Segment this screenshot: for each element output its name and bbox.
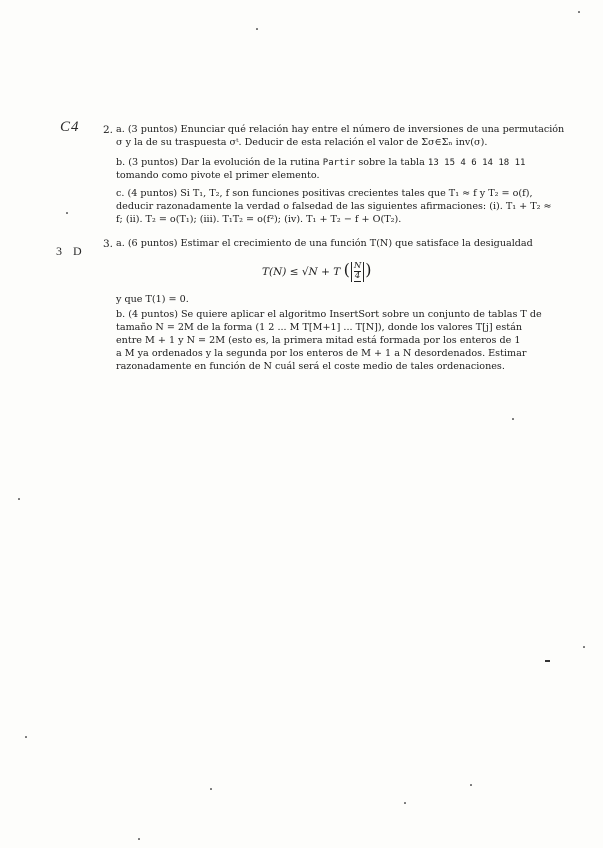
q3a-condition: y que T(1) = 0. (116, 294, 189, 305)
q2b-line-1 (116, 157, 525, 169)
q3a-recurrence-formula: T(N) ≤ √N + T ( $\frac{N}{4}$ ) (262, 260, 372, 281)
q2b-middle: sobre la tabla (355, 157, 428, 168)
q3b-line-3: entre M + 1 y N = 2M (esto es, la primera mitad está formada por los enteros de 1 (116, 335, 521, 346)
scan-speck (138, 838, 140, 840)
q2c-line-1: c. (4 puntos) Si T₁, T₂, f son funciones positivas crecientes tales que T₁ ≈ f y T₂ = o(f), (116, 188, 533, 199)
scan-mark (545, 660, 550, 662)
q3b-line-1: b. (4 puntos) Se quiere aplicar el algoritmo InsertSort sobre un conjunto de tablas T de (116, 309, 542, 320)
scan-speck (256, 28, 258, 30)
q2a-line-1: a. (3 puntos) Enunciar qué relación hay entre el número de inversiones de una permutación (116, 124, 565, 135)
formula-left: T(N) ≤ √N + T (262, 266, 341, 278)
scan-speck (578, 11, 580, 13)
question-3-number: 3. (103, 238, 114, 250)
q3b-line-4: a M ya ordenados y la segunda por los enteros de M + 1 a N desordenados. Estimar (116, 348, 527, 359)
margin-mark-q2: C4 (60, 119, 80, 135)
q2b-table-values: 13 15 4 6 14 18 11 (427, 158, 526, 168)
q2a-line-2: σ y la de su traspuesta σᵗ. Deducir de esta relación el valor de Σσ∈Σₙ inv(σ). (116, 137, 488, 148)
question-2-number: 2. (103, 124, 114, 136)
scan-speck (18, 498, 20, 500)
formula-denominator: 4 (354, 271, 361, 281)
margin-mark-q3: 3 D (56, 244, 86, 258)
formula-numerator: N (353, 261, 362, 271)
q2c-line-2: deducir razonadamente la verdad o falsedad de las siguientes afirmaciones: (i). T₁ + T₂ ≈ (116, 201, 552, 212)
scan-speck (66, 212, 68, 214)
q2b-line-2: tomando como pivote el primer elemento. (116, 170, 320, 181)
scan-speck (404, 802, 406, 804)
q3a-line-1: a. (6 puntos) Estimar el crecimiento de una función T(N) que satisface la desigualdad (116, 238, 533, 249)
q3b-line-2: tamaño N = 2M de la forma (1 2 ... M T[M+1] ... T[N]), donde los valores T[j] están (116, 322, 522, 333)
scan-speck (583, 646, 585, 648)
scan-speck (512, 418, 514, 420)
q2b-prefix: b. (3 puntos) Dar la evolución de la rutina (116, 157, 323, 168)
q2b-routine-name: Partir (322, 158, 356, 168)
scan-speck (210, 788, 212, 790)
q2c-line-3: f; (ii). T₂ = o(T₁); (iii). T₁T₂ = o(f²); (iv). T₁ + T₂ − f + O(T₂). (116, 214, 402, 225)
q3b-line-5: razonadamente en función de N cuál será el coste medio de tales ordenaciones. (116, 361, 505, 372)
scan-speck (25, 736, 27, 738)
scan-speck (470, 784, 472, 786)
